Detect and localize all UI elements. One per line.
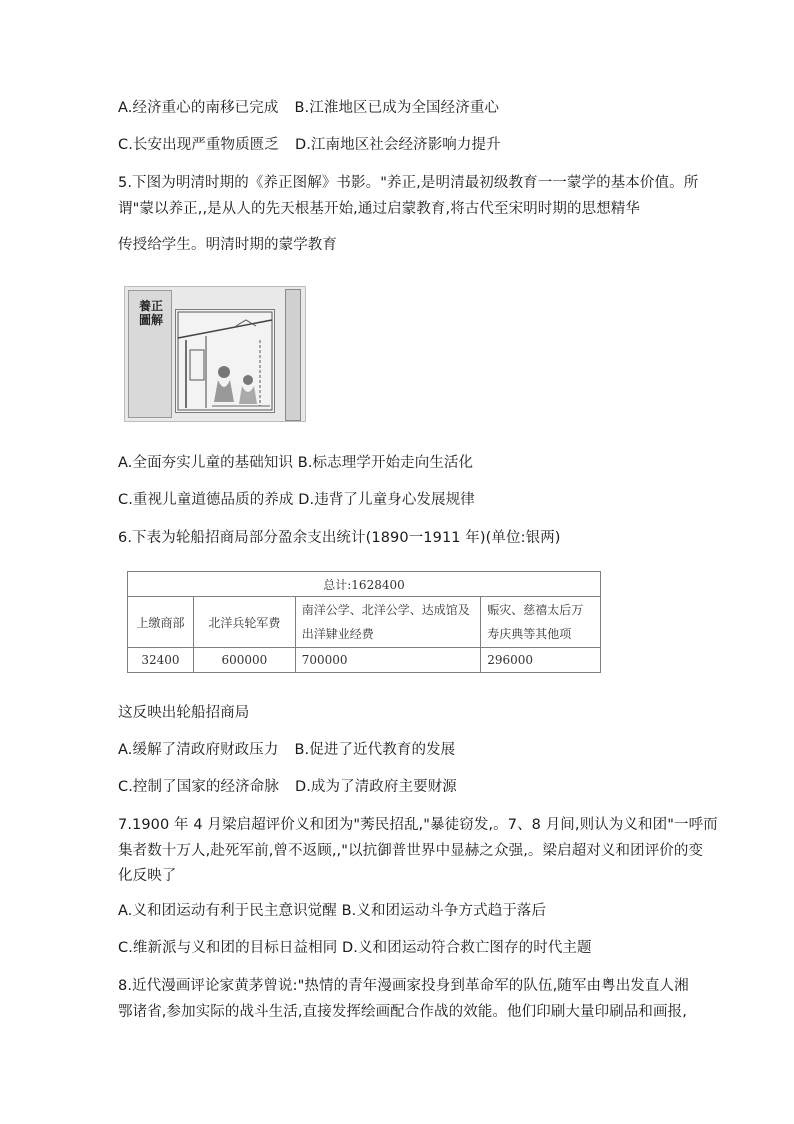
q8-stem-line-2: 鄂诸省,参加实际的战斗生活,直接发挥绘画配合作战的效能。他们印刷大量印刷品和画报, <box>118 1004 687 1020</box>
q4-options-row-2 <box>118 135 501 155</box>
q7-options-row-1: A.义和团运动有利于民主意识觉醒 B.义和团运动斗争方式趋于落后 <box>118 903 547 919</box>
book-image <box>124 286 306 422</box>
q8-stem-line-1: 8.近代漫画评论家黄茅曾说:"热情的青年漫画家投身到革命军的队伍,随军由粤出发直人湘 <box>118 978 689 994</box>
table-cell: 296000 <box>481 648 601 673</box>
illustration-drawing <box>176 310 274 412</box>
book-illustration <box>175 309 275 413</box>
q4-option-d: D.江南地区社会经济影响力提升 <box>294 137 501 153</box>
q6-option-c: C.控制了国家的经济命脉 <box>118 779 279 795</box>
q5-stem-line-2: 谓"蒙以养正,,是从人的先天根基开始,通过启蒙教育,将古代至宋明时期的思想精华 <box>118 201 641 217</box>
q6-option-a: A.缓解了清政府财政压力 <box>118 742 279 758</box>
table-cell: 32400 <box>128 648 194 673</box>
q4-options-row-1 <box>118 98 499 118</box>
q6-tail: 这反映出轮船招商局 <box>118 705 250 721</box>
table-header-cell: 赈灾、慈禧太后万寿庆典等其他项 <box>481 597 601 648</box>
q6-option-b: B.促进了近代教育的发展 <box>294 742 456 758</box>
q5-options-row-2: C.重视儿童道德品质的养成 D.违背了儿童身心发展规律 <box>118 492 475 508</box>
q6-options-row-1 <box>118 740 455 760</box>
surplus-expenditure-table <box>127 571 601 673</box>
table-cell: 700000 <box>295 648 480 673</box>
table-total-row <box>128 572 601 597</box>
q5-stem-line-1: 5.下图为明清时期的《养正图解》书影。"养正,是明清最初级教育一一蒙学的基本价值。所 <box>118 175 699 191</box>
q4-option-c: C.长安出现严重物质匮乏 <box>118 137 279 153</box>
q4-option-a: A.经济重心的南移已完成 <box>118 100 279 116</box>
q6-options-row-2 <box>118 777 457 797</box>
q5-stem-line-3: 传授给学生。明清时期的蒙学教育 <box>118 237 337 253</box>
q6-option-d: D.成为了清政府主要财源 <box>294 779 457 795</box>
book-spine <box>128 290 172 418</box>
table-header-row <box>128 597 601 648</box>
q4-option-b: B.江淮地区已成为全国经济重心 <box>294 100 500 116</box>
table-row <box>128 648 601 673</box>
table-header-cell: 上缴商部 <box>128 597 194 648</box>
book-side-band <box>285 289 301 421</box>
q7-options-row-2: C.维新派与义和团的目标日益相同 D.义和团运动符合救亡图存的时代主题 <box>118 940 592 956</box>
q7-stem-line-3: 化反映了 <box>118 868 177 884</box>
table-header-cell: 北洋兵轮军费 <box>193 597 295 648</box>
table-header-cell: 南洋公学、北洋公学、达成馆及出洋肄业经费 <box>295 597 480 648</box>
book-title: 養正圖解 <box>138 299 163 327</box>
table-total: 总计:1628400 <box>128 572 601 597</box>
q6-stem: 6.下表为轮船招商局部分盈余支出统计(1890一1911 年)(单位:银两) <box>118 530 561 546</box>
q7-stem-line-2: 集者数十万人,赴死军前,曾不返顾,,"以抗御普世界中显赫之众强,。梁启超对义和团评价的变 <box>118 843 704 859</box>
table-cell: 600000 <box>193 648 295 673</box>
q5-options-row-1: A.全面夯实儿童的基础知识 B.标志理学开始走向生活化 <box>118 455 474 471</box>
q7-stem-line-1: 7.1900 年 4 月梁启超评价义和团为"莠民招乱,"暴徒窃发,。7、8 月间,则认为义和团"一呼而 <box>118 817 718 833</box>
